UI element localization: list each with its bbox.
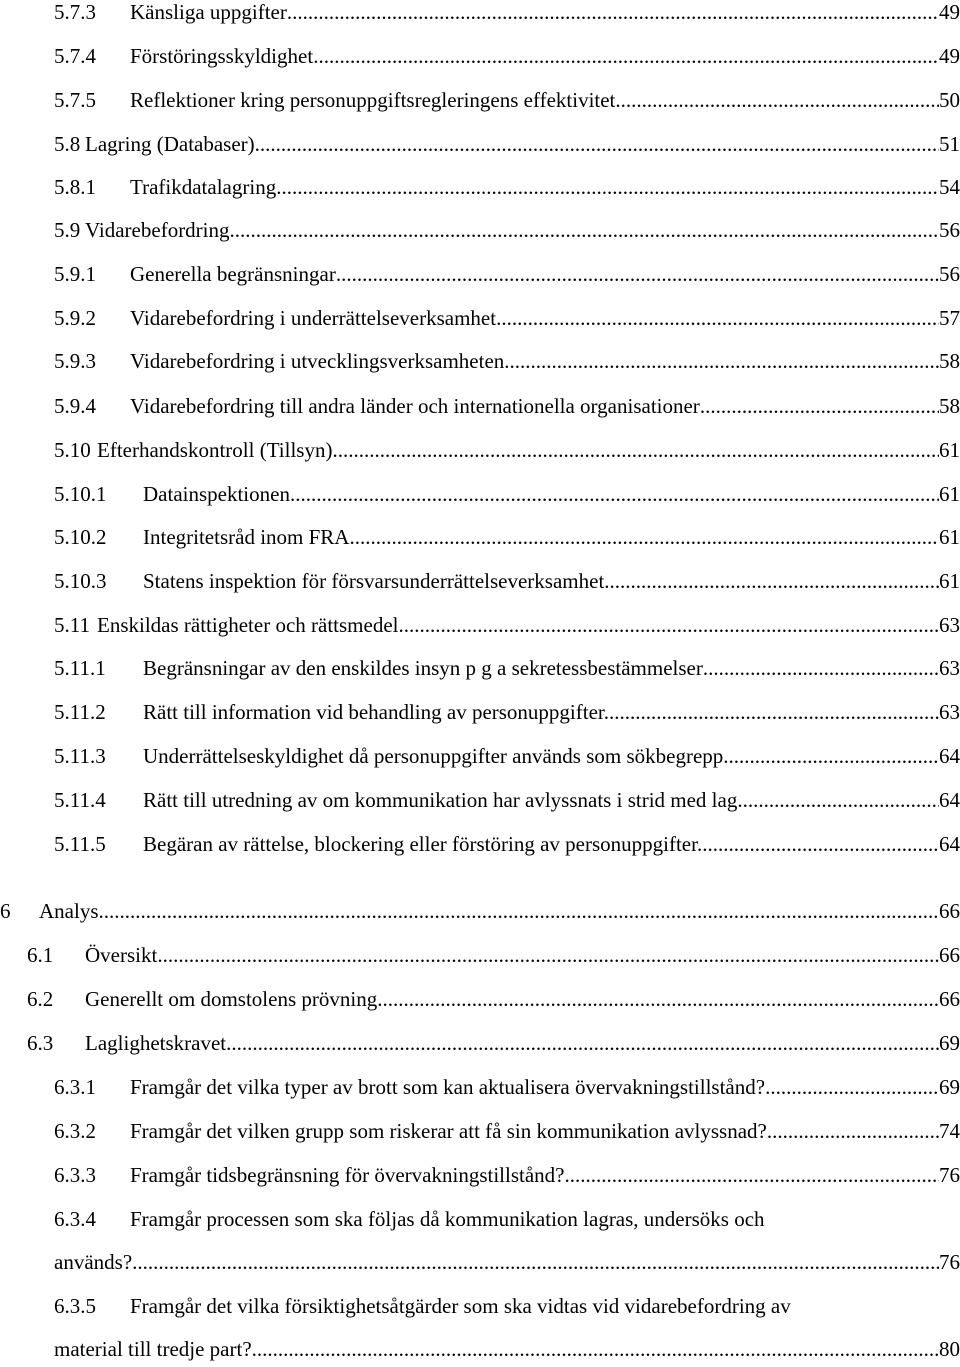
dot-leader (609, 697, 939, 727)
toc-entry[interactable] (0, 896, 960, 926)
toc-title: Vidarebefordring till andra länder och internationella organisationer (130, 394, 700, 418)
toc-title: Vidarebefordring i utvecklingsverksamheten (130, 349, 505, 373)
toc-page-number: 54 (939, 175, 960, 199)
toc-page-number: 56 (939, 218, 960, 242)
toc-entry[interactable] (54, 741, 960, 771)
dot-leader (767, 1116, 939, 1146)
toc-page-number: 64 (939, 744, 960, 768)
toc-page-number: 61 (939, 438, 960, 462)
toc-title: Rätt till information vid behandling av personuppgifter. (143, 700, 609, 724)
dot-leader (157, 940, 939, 970)
toc-page-number: 49 (939, 44, 960, 68)
toc-page-number: 58 (939, 394, 960, 418)
toc-page-number: 66 (939, 943, 960, 967)
toc-page-number: 49 (939, 0, 960, 24)
dot-leader (399, 610, 940, 640)
toc-entry[interactable] (54, 215, 960, 245)
toc-title: Underrättelseskyldighet då personuppgifter används som sökbegrepp (143, 744, 724, 768)
toc-number: 6.2 (27, 987, 54, 1011)
toc-entry-continuation[interactable] (54, 1334, 960, 1364)
toc-title: Framgår det vilka typer av brott som kan aktualisera övervakningstillstånd? (130, 1075, 766, 1099)
toc-entry[interactable] (54, 129, 960, 159)
toc-page-number: 66 (939, 899, 960, 923)
dot-leader (382, 984, 939, 1014)
toc-number: 5.8.1 (54, 175, 96, 199)
toc-number: 5.9.3 (54, 349, 96, 373)
dot-leader (132, 1247, 939, 1277)
dot-leader (700, 391, 939, 421)
toc-entry[interactable] (27, 940, 960, 970)
toc-title: Efterhandskontroll (Tillsyn) (97, 438, 333, 462)
toc-number: 5.8 (54, 132, 81, 156)
dot-leader (287, 0, 939, 27)
toc-entry[interactable] (54, 41, 960, 71)
toc-page-number: 51 (939, 132, 960, 156)
toc-number: 5.7.5 (54, 88, 96, 112)
toc-page-number: 80 (939, 1337, 960, 1361)
toc-page-number: 64 (939, 788, 960, 812)
toc-number: 5.11.3 (54, 744, 106, 768)
toc-page-number: 61 (939, 569, 960, 593)
toc-title: Analys (39, 899, 99, 923)
toc-entry[interactable] (54, 391, 960, 421)
toc-number: 5.11.5 (54, 832, 106, 856)
toc-title: Förstöringsskyldighet (130, 44, 314, 68)
toc-number: 6.1 (27, 943, 54, 967)
toc-page-number: 66 (939, 987, 960, 1011)
dot-leader (723, 741, 939, 771)
toc-title: Reflektioner kring personuppgiftsregleringens effektivitet. (130, 88, 621, 112)
dot-leader (230, 215, 939, 245)
toc-page-number: 69 (939, 1075, 960, 1099)
toc-title: Statens inspektion för försvarsunderrättelseverksamhet (143, 569, 605, 593)
toc-entry[interactable] (54, 435, 960, 465)
dot-leader (621, 85, 939, 115)
toc-page-number: 74 (939, 1119, 960, 1143)
toc-page-number: 61 (939, 525, 960, 549)
dot-leader (255, 129, 939, 159)
toc-title: Översikt (85, 943, 158, 967)
toc-page-number: 50 (939, 88, 960, 112)
toc-entry[interactable] (54, 303, 960, 333)
toc-title: Begäran av rättelse, blockering eller förstöring av personuppgifter. (143, 832, 703, 856)
toc-page-number: 58 (939, 349, 960, 373)
toc-number: 5.11.4 (54, 788, 106, 812)
toc-page-number: 76 (939, 1250, 960, 1274)
dot-leader (336, 259, 939, 289)
toc-entry[interactable] (54, 346, 960, 376)
dot-leader (313, 41, 939, 71)
toc-title: Trafikdatalagring (130, 175, 277, 199)
toc-title: Vidarebefordring i underrättelseverksamhet (130, 306, 497, 330)
dot-leader (565, 1160, 940, 1190)
toc-entry[interactable] (54, 259, 960, 289)
toc-entry[interactable] (54, 522, 960, 552)
toc-number: 5.10.3 (54, 569, 107, 593)
toc-title: Känsliga uppgifter (130, 0, 287, 24)
toc-entry-first-line[interactable] (54, 1204, 960, 1234)
toc-title: Datainspektionen (143, 482, 290, 506)
toc-title: Rätt till utredning av om kommunikation har avlyssnats i strid med lag (143, 788, 738, 812)
dot-leader (504, 346, 939, 376)
toc-number: 5.11 (54, 613, 90, 637)
dot-leader (702, 829, 939, 859)
toc-title: Enskildas rättigheter och rättsmedel (97, 613, 399, 637)
toc-number: 5.11.1 (54, 656, 106, 680)
toc-number: 6.3.4 (54, 1207, 96, 1231)
toc-entry[interactable] (54, 697, 960, 727)
toc-entry[interactable] (54, 1116, 960, 1146)
toc-number: 5.10.2 (54, 525, 107, 549)
toc-page-number: 56 (939, 262, 960, 286)
toc-title-continuation: material till tredje part? (54, 1337, 252, 1361)
toc-entry[interactable] (54, 85, 960, 115)
toc-title: Lagring (Databaser) (85, 132, 255, 156)
dot-leader (604, 566, 939, 596)
dot-leader (349, 522, 939, 552)
toc-title: Vidarebefordring (85, 218, 230, 242)
toc-number: 5.9.2 (54, 306, 96, 330)
toc-number: 5.10.1 (54, 482, 107, 506)
toc-entry[interactable] (54, 566, 960, 596)
toc-entry[interactable] (54, 172, 960, 202)
toc-number: 5.9 (54, 218, 81, 242)
toc-title: Framgår processen som ska följas då kommunikation lagras, undersöks och (130, 1207, 765, 1231)
dot-leader (99, 896, 940, 926)
toc-number: 5.7.4 (54, 44, 96, 68)
toc-entry[interactable] (54, 1072, 960, 1102)
dot-leader (332, 435, 939, 465)
toc-page-number: 61 (939, 482, 960, 506)
dot-leader (276, 172, 939, 202)
toc-number: 5.9.4 (54, 394, 96, 418)
toc-entry[interactable] (54, 785, 960, 815)
dot-leader (252, 1334, 939, 1364)
toc-entry[interactable] (54, 1160, 960, 1190)
toc-entry[interactable] (54, 610, 960, 640)
toc-entry-continuation[interactable] (54, 1247, 960, 1277)
dot-leader (290, 479, 939, 509)
toc-number: 6.3.2 (54, 1119, 96, 1143)
toc-number: 6.3.3 (54, 1163, 96, 1187)
toc-number: 5.10 (54, 438, 91, 462)
toc-page-number: 76 (939, 1163, 960, 1187)
toc-page-number: 69 (939, 1031, 960, 1055)
toc-entry[interactable] (54, 829, 960, 859)
toc-title-continuation: används? (54, 1250, 133, 1274)
toc-number: 5.7.3 (54, 0, 96, 24)
toc-title: Framgår det vilken grupp som riskerar att få sin kommunikation avlyssnad? (130, 1119, 767, 1143)
toc-number: 6.3 (27, 1031, 54, 1055)
toc-page-number: 63 (939, 700, 960, 724)
toc-number: 6.3.5 (54, 1294, 96, 1318)
dot-leader (496, 303, 939, 333)
toc-title: Begränsningar av den enskildes insyn p g a sekretessbestämmelser (143, 656, 703, 680)
dot-leader (765, 1072, 939, 1102)
toc-number: 5.9.1 (54, 262, 96, 286)
toc-title: Generellt om domstolens prövning. (85, 987, 383, 1011)
toc-entry[interactable] (54, 653, 960, 683)
toc-title: Generella begränsningar (130, 262, 336, 286)
toc-title: Framgår tidsbegränsning för övervakningstillstånd? (130, 1163, 565, 1187)
toc-entry-first-line[interactable] (54, 1291, 960, 1321)
toc-page-number: 63 (939, 613, 960, 637)
toc-entry[interactable] (54, 0, 960, 27)
toc-entry[interactable] (27, 984, 960, 1014)
toc-page-number: 63 (939, 656, 960, 680)
toc-title: Integritetsråd inom FRA (143, 525, 350, 549)
toc-number: 5.11.2 (54, 700, 106, 724)
toc-number: 6 (0, 899, 11, 923)
dot-leader (703, 653, 939, 683)
toc-entry[interactable] (54, 479, 960, 509)
toc-page-number: 57 (939, 306, 960, 330)
dot-leader (737, 785, 939, 815)
toc-title: Laglighetskravet (85, 1031, 227, 1055)
toc-title: Framgår det vilka försiktighetsåtgärder som ska vidtas vid vidarebefordring av (130, 1294, 791, 1318)
toc-entry[interactable] (27, 1028, 960, 1058)
toc-page-number: 64 (939, 832, 960, 856)
dot-leader (226, 1028, 939, 1058)
toc-number: 6.3.1 (54, 1075, 96, 1099)
